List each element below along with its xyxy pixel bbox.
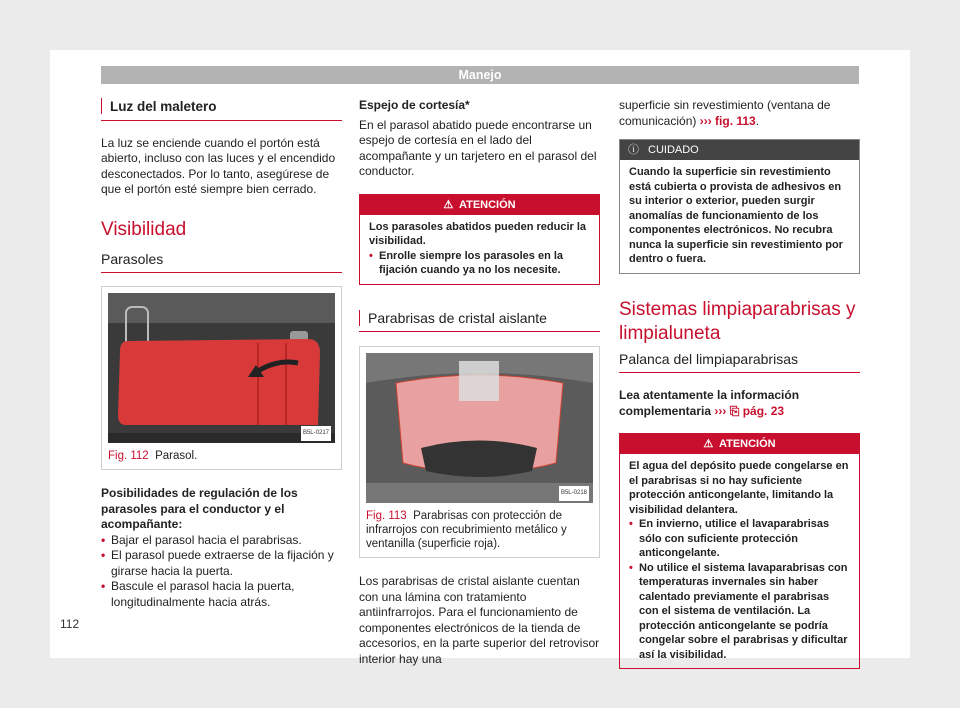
paragraph-posibilidades: Posibilidades de regulación de los parasoles para el conductor y el acompañante: [101, 486, 298, 531]
column-1 [101, 98, 342, 610]
image-code: B5L-0217 [301, 426, 331, 442]
caution-body: Cuando la superficie sin revestimiento está cubierta o provista de adhesivos en su interior o exterior, pueden surgir anomalías de funcionamiento de los componentes electrónicos. No recubra nunca la superficie sin revestimiento por dentro o fuera. [629, 166, 843, 265]
paragraph-parabrisas: Los parabrisas de cristal aislante cuentan con una lámina con tratamiento antiinfrarrojos. Para el funcionamiento de componentes electrónicos de la tienda de accesorios, en la parte superior del retrovisor interior hay una [359, 574, 600, 666]
paragraph-espejo: En el parasol abatido puede encontrarse un espejo de cortesía en el lado del acompañante y un tarjetero en el parasol del conductor. [359, 117, 597, 178]
heading-espejo: Espejo de cortesía* [359, 98, 470, 112]
paragraph-continuation: superficie sin revestimiento (ventana de comunicación) ››› fig. 113. [619, 98, 831, 128]
warning-box-2 [619, 433, 860, 669]
figure-112 [101, 286, 342, 470]
heading-parasoles: Parasoles [101, 252, 342, 274]
book-icon: ⎘ [729, 403, 740, 418]
heading-sistemas: Sistemas limpiaparabrisas y limpialuneta [619, 298, 856, 344]
windshield-image [366, 353, 593, 503]
list-item: • Bajar el parasol hacia el parabrisas. [101, 532, 302, 547]
figure-caption: Fig. 112 Parasol. [108, 450, 198, 462]
figure-113 [359, 346, 600, 558]
warning-triangle-icon: ⚠ [443, 198, 454, 211]
figure-reference-link[interactable]: ››› fig. 113 [699, 113, 756, 128]
figure-caption: Fig. 113 Parabrisas con protección de infrarrojos con recubrimiento metálico y ventanilla (superficie roja). [366, 510, 567, 550]
caution-box [619, 139, 860, 274]
column-2 [359, 98, 600, 667]
heading-palanca: Palanca del limpiaparabrisas [619, 352, 860, 374]
paragraph-lea: Lea atentamente la información complementaria ››› ⎘ pág. 23 [619, 388, 800, 418]
warning-triangle-icon: ⚠ [703, 438, 714, 450]
warning-body: Los parasoles abatidos pueden reducir la visibilidad. • Enrolle siempre los parasoles en la fijación cuando ya no los necesite. [369, 220, 587, 276]
heading-visibilidad: Visibilidad [101, 218, 187, 240]
column-3 [619, 98, 860, 669]
page-number: 112 [60, 617, 80, 631]
paragraph-luz: La luz se enciende cuando el portón está abierto, incluso con las luces y el encendido desconectados. Por lo tanto, asegúrese de que el portón esté siempre bien cerrado. [101, 135, 336, 196]
heading-luz-maletero: Luz del maletero [101, 98, 342, 121]
image-code: B5L-0218 [559, 486, 589, 502]
section-header: Manejo [101, 66, 859, 84]
page-reference-link[interactable]: ››› ⎘ pág. 23 [714, 403, 785, 418]
warning-title: ⚠ ATENCIÓN [620, 434, 859, 454]
caution-title: ⓘ CUIDADO [620, 140, 859, 160]
warning-box-1 [359, 194, 600, 285]
warning-title: ⚠ ATENCIÓN [360, 195, 599, 215]
sun-visor-image [108, 293, 335, 443]
info-circle-icon: ⓘ [628, 144, 639, 156]
list-item: • Bascule el parasol hacia la puerta, longitudinalmente hacia atrás. [101, 579, 295, 609]
list-item: • El parasol puede extraerse de la fijación y girarse hacia la puerta. [101, 548, 334, 578]
heading-parabrisas: Parabrisas de cristal aislante [359, 310, 600, 333]
warning-body: El agua del depósito puede congelarse en el parabrisas si no hay suficiente protección anticongelante, limitando la visibilidad delantera. • En invierno, utilice el lavaparabrisas sólo con suficiente protección anticongelante. • No utilice el sistema lavaparabrisas con temperaturas invernales sin haber calentado previamente el parabrisas con el sistema de ventilación. La protección anticongelante se podría congelar sobre el parabrisas y dificultar así la visibilidad. [629, 460, 849, 661]
